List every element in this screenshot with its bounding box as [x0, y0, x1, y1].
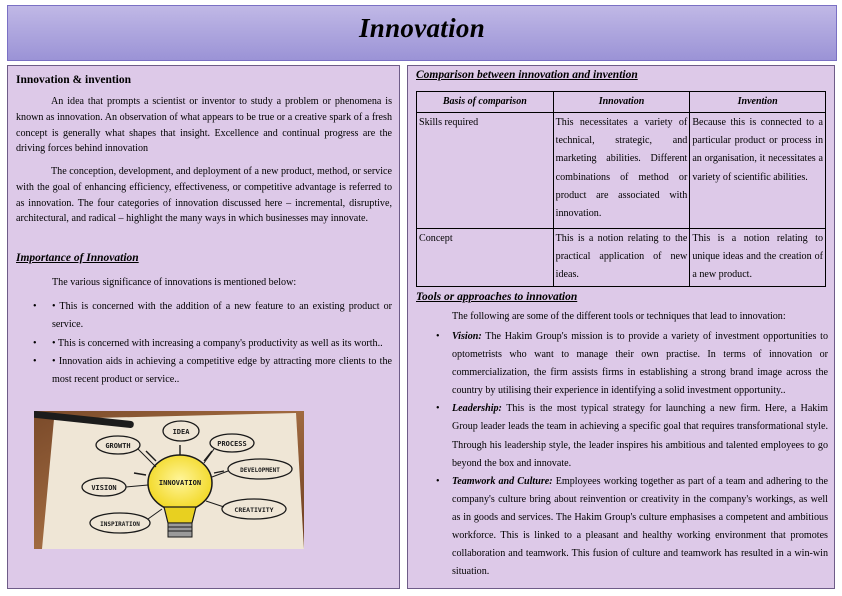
bullet-icon: • — [33, 355, 37, 367]
list-item: • • Innovation aids in achieving a competitive edge by attracting more clients to the most recent product or service.. — [16, 353, 392, 390]
innovation-invention-heading: Innovation & invention — [16, 74, 132, 86]
list-item: • • This is concerned with the addition of a new feature to an existing product or service. — [16, 298, 392, 335]
right-panel — [407, 65, 835, 589]
tool-label: Teamwork and Culture: — [452, 475, 553, 487]
bullet-icon: • — [33, 337, 37, 349]
table-cell: This necessitates a variety of technical, strategic, and marketing abilities. Different combinations of method or product are associated with innovation. — [553, 113, 690, 229]
list-item: • Teamwork and Culture: Employees working together as part of a team and adhering to the company's culture bring about reinvention or creativity in the company's workings, as well as in goods and services. The Hakim Group's culture emphasises a competent and ambitious workforce. This is linked to a pleasant and healthy working environment that promotes collaboration and teamwork. This fusion of culture and teamwork has resulted in a win-win situation. — [416, 473, 828, 582]
tool-label: Leadership: — [452, 403, 502, 415]
vision-label: VISION — [91, 484, 117, 492]
lightbulb-diagram — [34, 411, 304, 549]
tool-label: Vision: — [452, 331, 482, 342]
bullet-icon: • — [436, 403, 440, 415]
tools-heading: Tools or approaches to innovation — [416, 291, 578, 303]
growth-label: GROWTH — [105, 442, 131, 450]
title-banner — [7, 5, 837, 61]
table-header: Invention — [690, 92, 826, 113]
intro-paragraph — [16, 94, 392, 157]
tools-intro: The following are some of the different tools or techniques that lead to innovation: — [452, 311, 786, 322]
page-title: Innovation — [358, 13, 486, 43]
definition-paragraph — [16, 164, 392, 227]
idea-label: IDEA — [172, 428, 190, 436]
innovation-label: INNOVATION — [158, 479, 202, 487]
importance-intro: The various significance of innovations is mentioned below: — [52, 277, 297, 288]
table-cell: Skills required — [417, 113, 554, 229]
creativity-label: CREATIVITY — [234, 506, 274, 514]
table-row — [417, 229, 826, 287]
table-row — [417, 113, 826, 229]
table-header-row — [417, 92, 826, 113]
inspiration-label: INSPIRATION — [100, 521, 140, 528]
paragraph-2: The conception, development, and deployment of a new product, method, or service with the goal of enhancing efficiency, effectiveness, or competitive advantage is referred to as innovation. The four categories of innovation discussed here – incremental, disruptive, architectural, and radical – highlight the many ways in which businesses may innovate. — [16, 166, 392, 225]
table-header: Innovation — [553, 92, 690, 113]
table-cell: This is a notion relating to the practical application of new ideas. — [553, 229, 690, 287]
table-cell: Concept — [417, 229, 554, 287]
table-cell: This is a notion relating to unique ideas and the creation of a new product. — [690, 229, 826, 287]
list-item: • Leadership: This is the most typical strategy for launching a new firm. Here, a Hakim Group leader leads the team in achieving a specific goal that requires transformational style. Through his leadership style, the leader inspires his ambitious and talented employees to go beyond the box and innovate. — [416, 400, 828, 472]
bullet-icon: • — [436, 331, 440, 342]
list-item: • • This is concerned with increasing a company's productivity as well as its worth.. — [16, 335, 392, 353]
importance-heading: Importance of Innovation — [16, 252, 139, 264]
tools-list — [416, 328, 828, 581]
process-label: PROCESS — [217, 440, 247, 448]
innovation-lightbulb-image — [34, 411, 304, 549]
list-item: • Vision: The Hakim Group's mission is to provide a variety of investment opportunities to optometrists who want to manage their own practise. In terms of innovation or commercialization, the firm assists firms in establishing a strong brand image across the country by utilising their experience in identifying a solid investment opportunity.. — [416, 328, 828, 400]
table-header: Basis of comparison — [417, 92, 554, 113]
bullet-icon: • — [33, 301, 37, 312]
bullet-icon: • — [436, 475, 440, 487]
table-cell: Because this is connected to a particular product or process in an organisation, it necessitates a variety of scientific abilities. — [690, 113, 826, 229]
paragraph-1: An idea that prompts a scientist or inventor to study a problem or phenomena is known as innovation. An observation of what appears to be true or a creative spark of a fresh concept is generally what shapes that insight. Excellence and continual progress are the driving forces behind innovation — [16, 96, 392, 155]
comparison-heading: Comparison between innovation and invention — [416, 69, 638, 81]
importance-list — [16, 298, 392, 389]
development-label: DEVELOPMENT — [240, 467, 280, 474]
comparison-table — [416, 91, 826, 287]
left-panel — [7, 65, 400, 589]
